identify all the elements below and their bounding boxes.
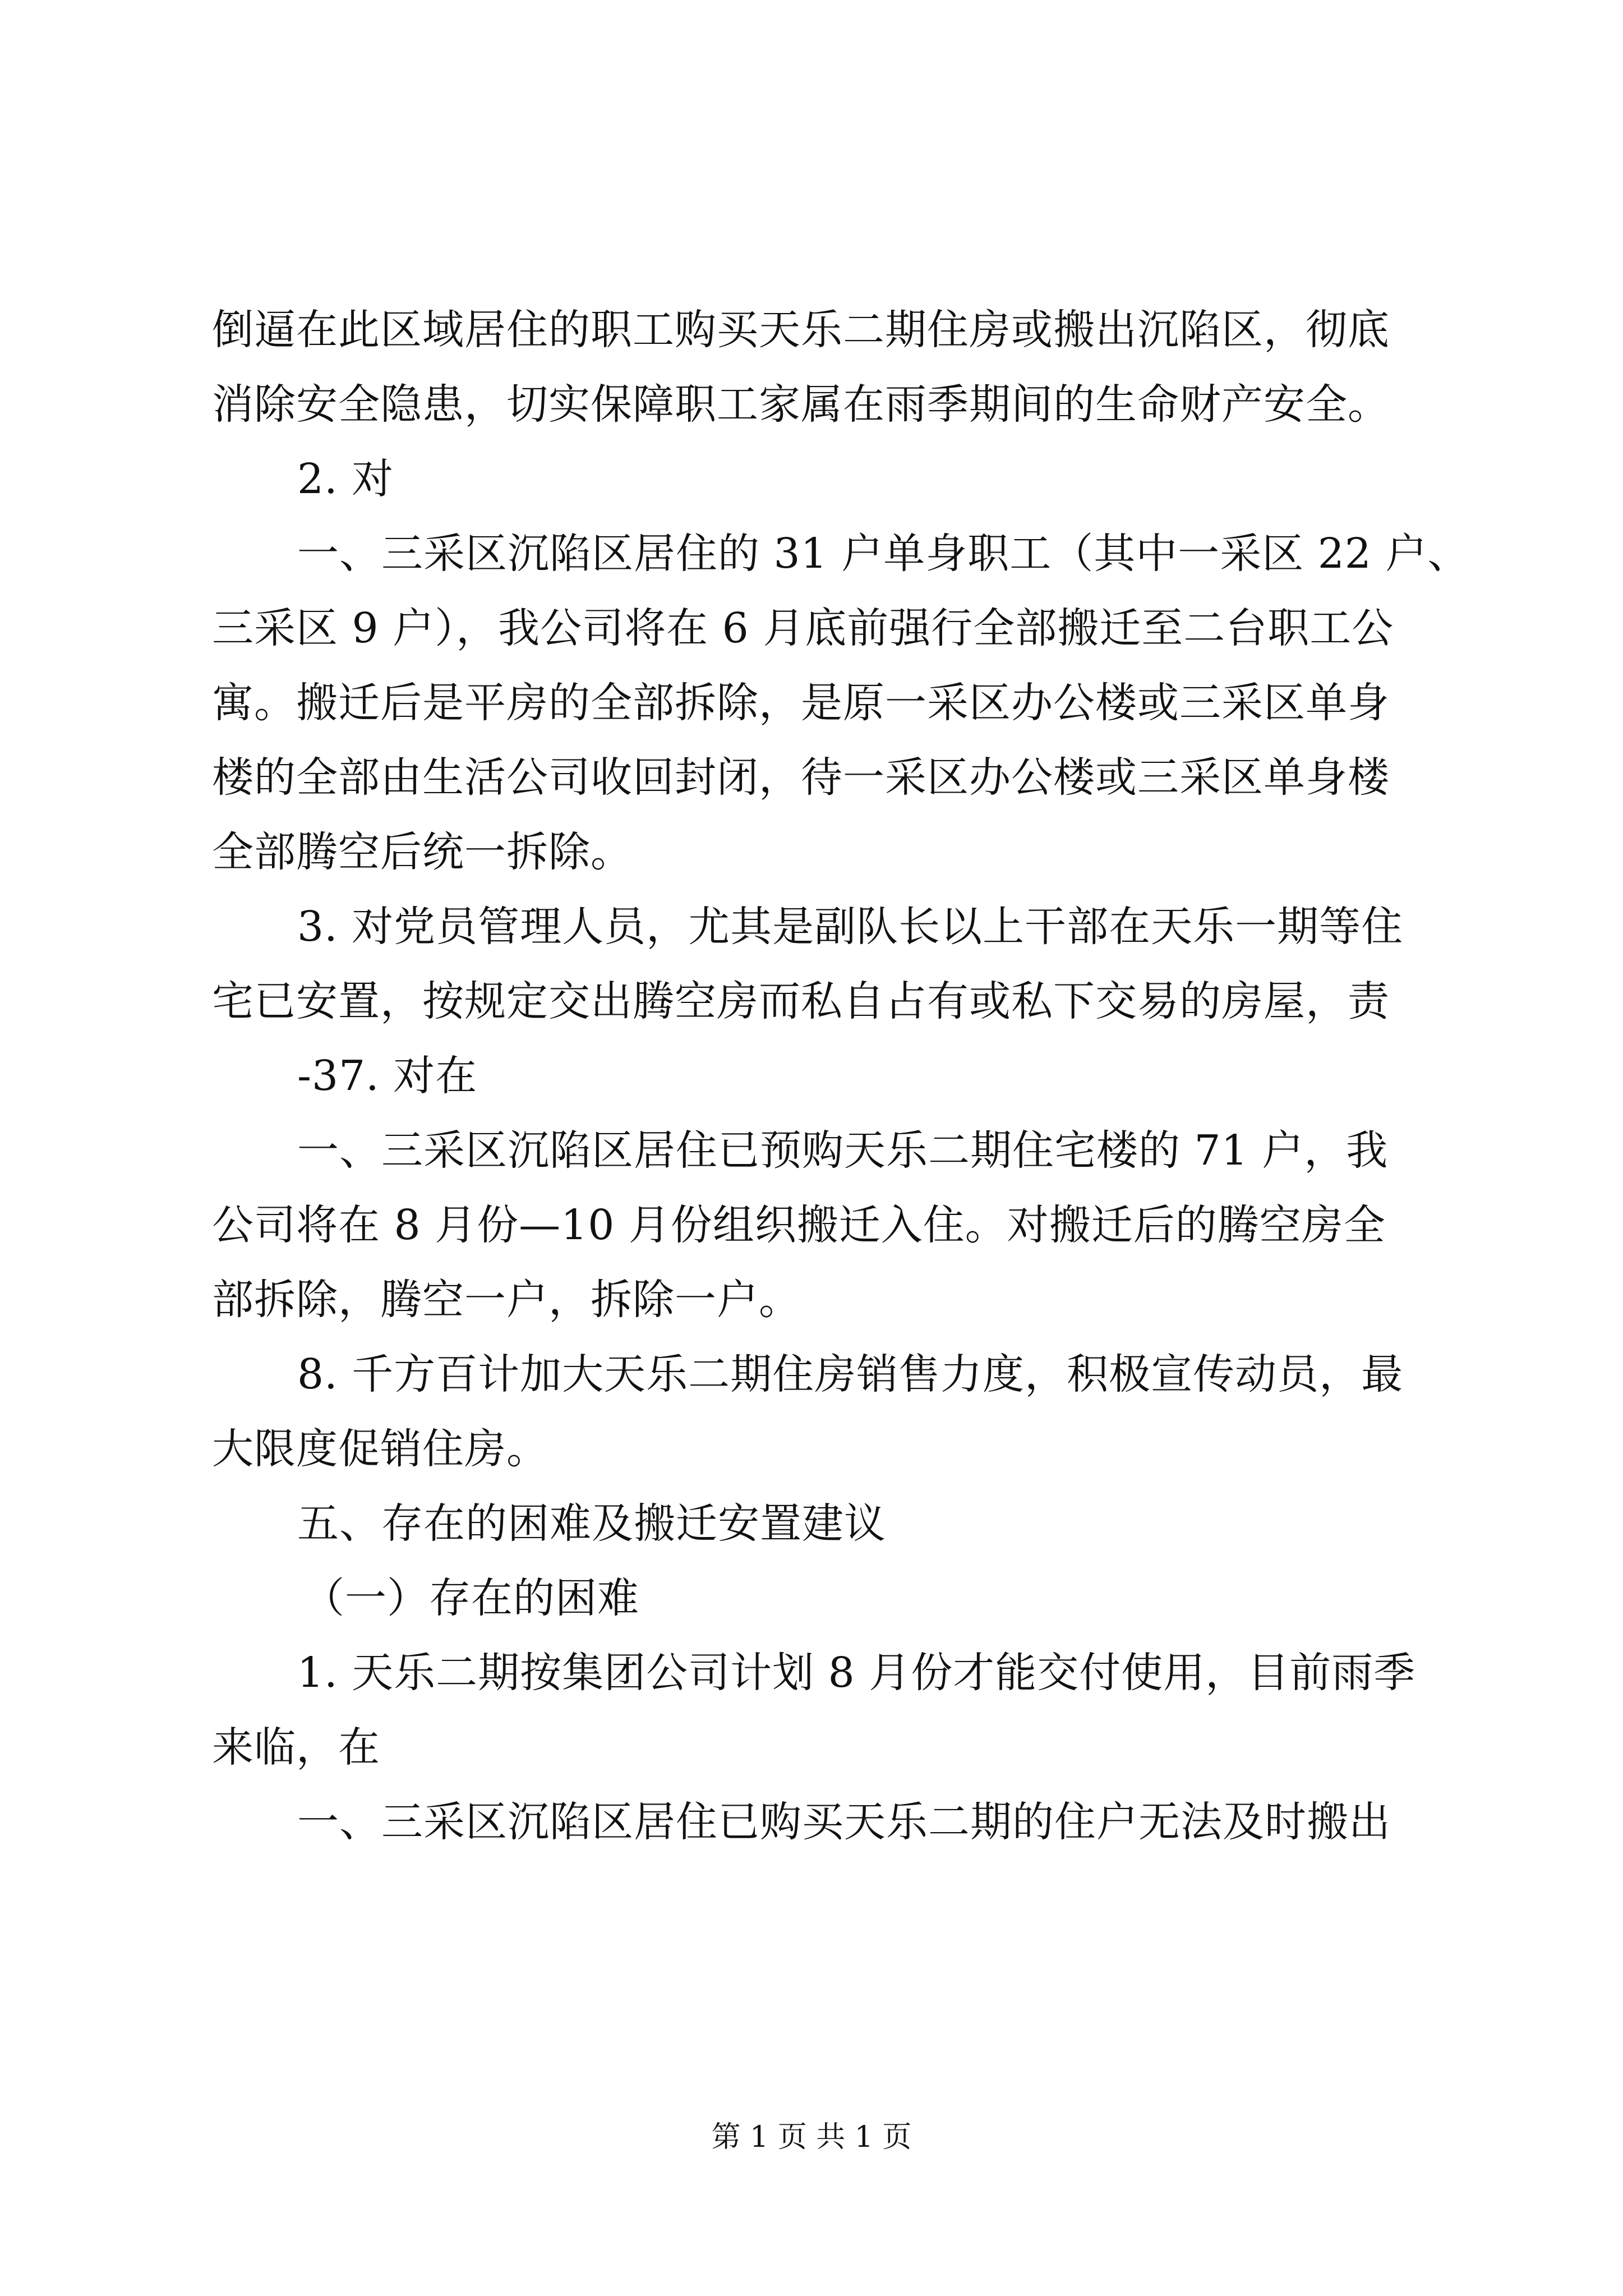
text-line: 公司将在 8 月份—10 月份组织搬迁入住。对搬迁后的腾空房全	[212, 1201, 1386, 1249]
text-line: 8. 千方百计加大天乐二期住房销售力度，积极宣传动员，最	[297, 1350, 1404, 1398]
text-line: 倒逼在此区域居住的职工购买天乐二期住房或搬出沉陷区，彻底	[212, 306, 1390, 354]
text-line: 宅已安置，按规定交出腾空房而私自占有或私下交易的房屋，责	[212, 977, 1390, 1025]
text-line: 寓。搬迁后是平房的全部拆除，是原一采区办公楼或三采区单身	[212, 679, 1390, 727]
text-line: 消除安全隐患，切实保障职工家属在雨季期间的生命财产安全。	[212, 380, 1390, 429]
text-line: 2. 对	[297, 455, 394, 503]
text-line: 一、三采区沉陷区居住的 31 户单身职工（其中一采区 22 户、	[297, 530, 1470, 578]
page-number-footer: 第 1 页 共 1 页	[711, 2120, 912, 2154]
text-line: 部拆除，腾空一户，拆除一户。	[212, 1276, 801, 1324]
text-line: 来临，在	[212, 1723, 380, 1772]
text-line: 一、三采区沉陷区居住已购买天乐二期的住户无法及时搬出	[297, 1798, 1391, 1846]
text-line: 一、三采区沉陷区居住已预购天乐二期住宅楼的 71 户，我	[297, 1126, 1389, 1175]
text-line: 大限度促销住房。	[212, 1425, 548, 1473]
text-line: 1. 天乐二期按集团公司计划 8 月份才能交付使用，目前雨季	[297, 1649, 1416, 1697]
text-line: 全部腾空后统一拆除。	[212, 828, 633, 876]
text-line: 楼的全部由生活公司收回封闭，待一采区办公楼或三采区单身楼	[212, 753, 1390, 802]
text-line: 3. 对党员管理人员，尤其是副队长以上干部在天乐一期等住	[297, 903, 1404, 951]
section-heading: 五、存在的困难及搬迁安置建议	[297, 1499, 886, 1548]
text-line: -37. 对在	[297, 1052, 478, 1100]
text-line: 三采区 9 户），我公司将在 6 月底前强行全部搬迁至二台职工公	[212, 604, 1394, 652]
subsection-heading: （一）存在的困难	[303, 1574, 639, 1622]
